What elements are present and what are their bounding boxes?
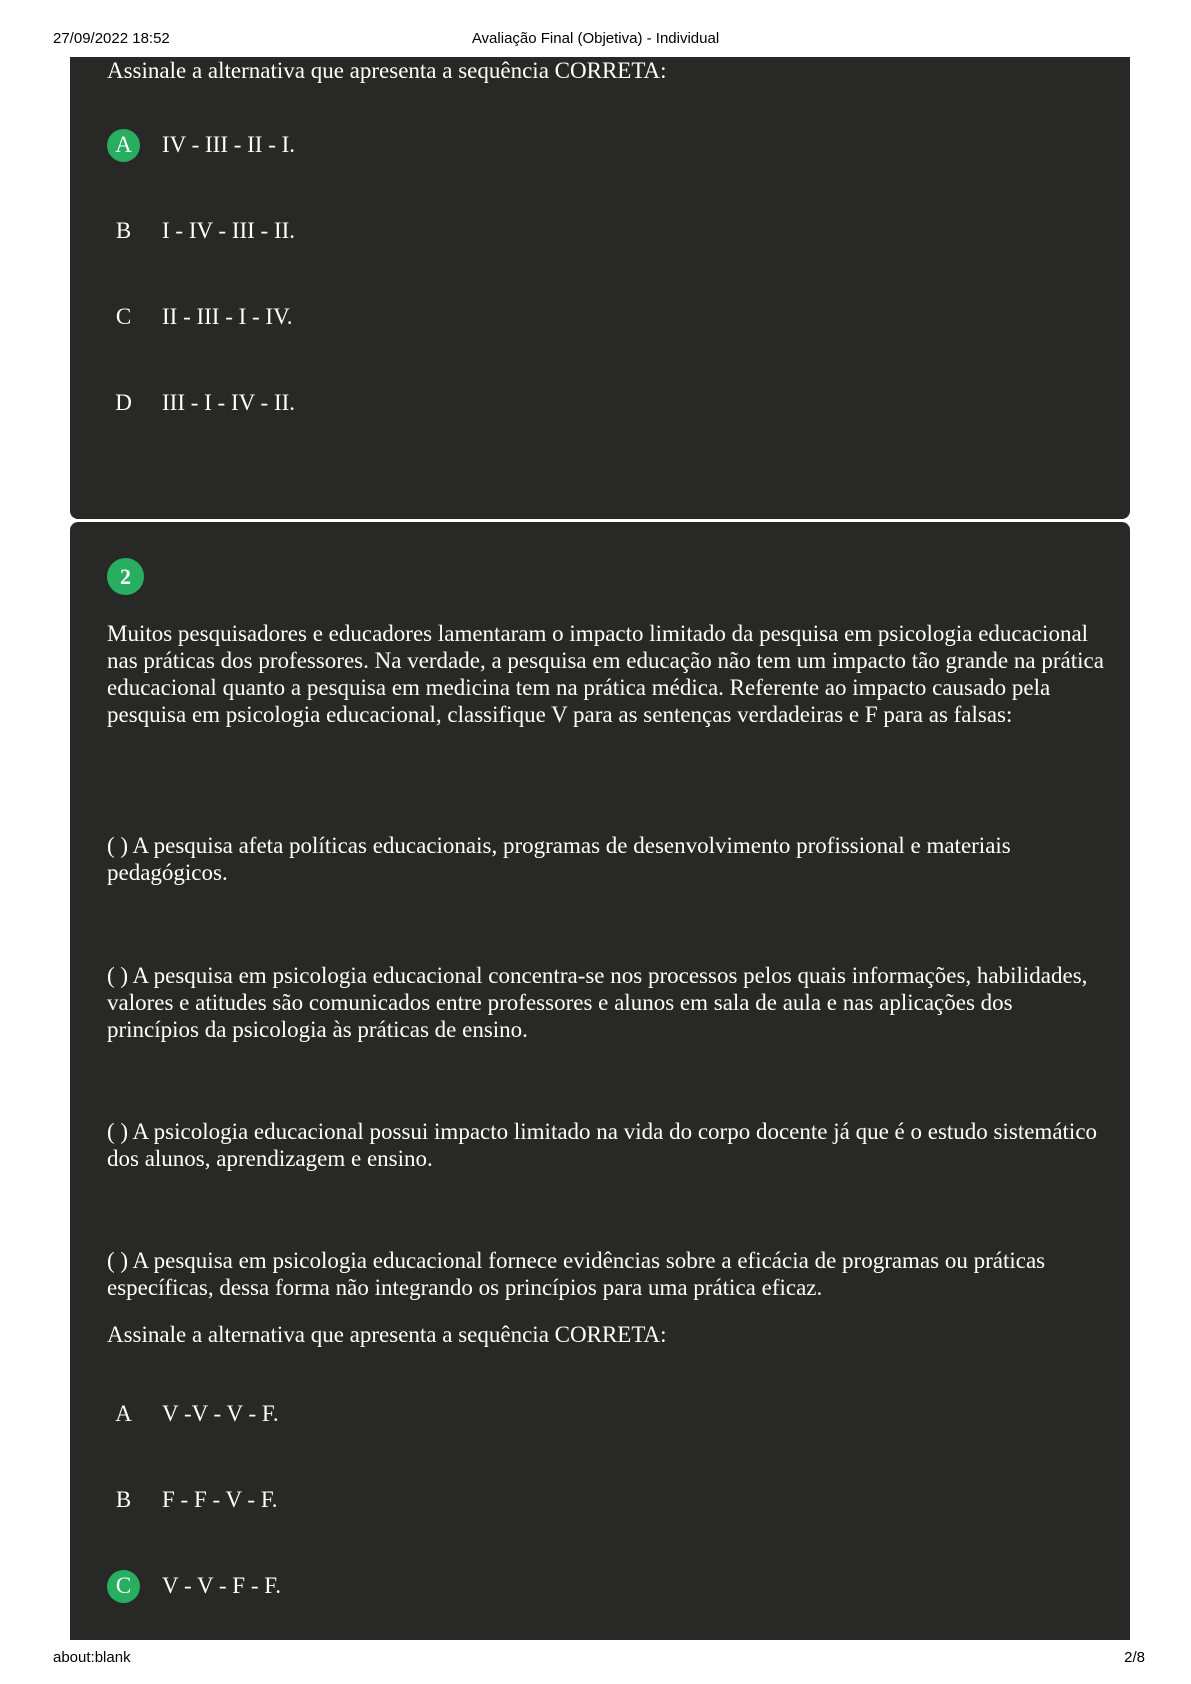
option-letter-badge: C	[107, 1570, 140, 1603]
question-1-option-d[interactable]	[107, 386, 295, 420]
option-text: II - III - I - IV.	[162, 304, 293, 329]
question-2-option-a[interactable]	[107, 1397, 279, 1431]
question-2-option-b[interactable]	[107, 1483, 278, 1517]
option-text: V - V - F - F.	[162, 1573, 281, 1598]
option-text: IV - III - II - I.	[162, 132, 296, 157]
option-letter-badge: A	[115, 1401, 132, 1426]
print-footer	[0, 1649, 1191, 1671]
question-2-option-c[interactable]	[107, 1569, 281, 1603]
print-datetime: 27/09/2022 18:52	[53, 30, 170, 47]
question-card-2	[70, 522, 1130, 1640]
question-1-option-b[interactable]	[107, 214, 295, 248]
option-letter-badge: B	[115, 1487, 132, 1512]
question-card-1	[70, 57, 1130, 519]
question-2-sentence-3: ( ) A psicologia educacional possui impacto limitado na vida do corpo docente já que é o estudo sistemático dos alunos, aprendizagem e ensino.	[107, 1119, 1098, 1171]
print-page-title: Avaliação Final (Objetiva) - Individual	[471, 30, 720, 47]
option-text: I - IV - III - II.	[162, 218, 296, 243]
question-number-badge: 2	[107, 558, 144, 595]
option-letter-badge: A	[107, 129, 140, 162]
option-letter-badge: B	[115, 218, 132, 243]
question-2-sentence-4: ( ) A pesquisa em psicologia educacional fornece evidências sobre a eficácia de programas ou práticas específicas, dessa forma não integrando os princípios para uma prática eficaz.	[107, 1248, 1046, 1300]
print-url: about:blank	[53, 1649, 131, 1666]
question-2-prompt: Assinale a alternativa que apresenta a sequência CORRETA:	[107, 1322, 667, 1347]
question-1-option-c[interactable]	[107, 300, 293, 334]
option-letter-badge: D	[115, 390, 132, 415]
option-text: V -V - V - F.	[162, 1401, 279, 1426]
print-page-number: 2/8	[1124, 1649, 1145, 1666]
question-2-statement: Muitos pesquisadores e educadores lamentaram o impacto limitado da pesquisa em psicologia educacional nas práticas dos professores. Na verdade, a pesquisa em educação não tem um impacto tão grande na prática educacional quanto a pesquisa em medicina tem na prática médica. Referente ao impacto causado pela pesquisa em psicologia educacional, classifique V para as sentenças verdadeiras e F para as falsas:	[107, 621, 1104, 727]
question-2-sentence-1: ( ) A pesquisa afeta políticas educacionais, programas de desenvolvimento profissional e materiais pedagógicos.	[107, 833, 1011, 885]
question-2-sentence-2: ( ) A pesquisa em psicologia educacional concentra-se nos processos pelos quais informações, habilidades, valores e atitudes são comunicados entre professores e alunos em sala de aula e nas aplicações dos princípios da psicologia às práticas de ensino.	[107, 963, 1088, 1042]
print-header	[0, 28, 1191, 50]
option-text: F - F - V - F.	[162, 1487, 278, 1512]
option-text: III - I - IV - II.	[162, 390, 296, 415]
option-letter-badge: C	[115, 304, 132, 329]
question-1-prompt: Assinale a alternativa que apresenta a sequência CORRETA:	[107, 58, 667, 83]
question-1-option-a[interactable]	[107, 128, 295, 162]
